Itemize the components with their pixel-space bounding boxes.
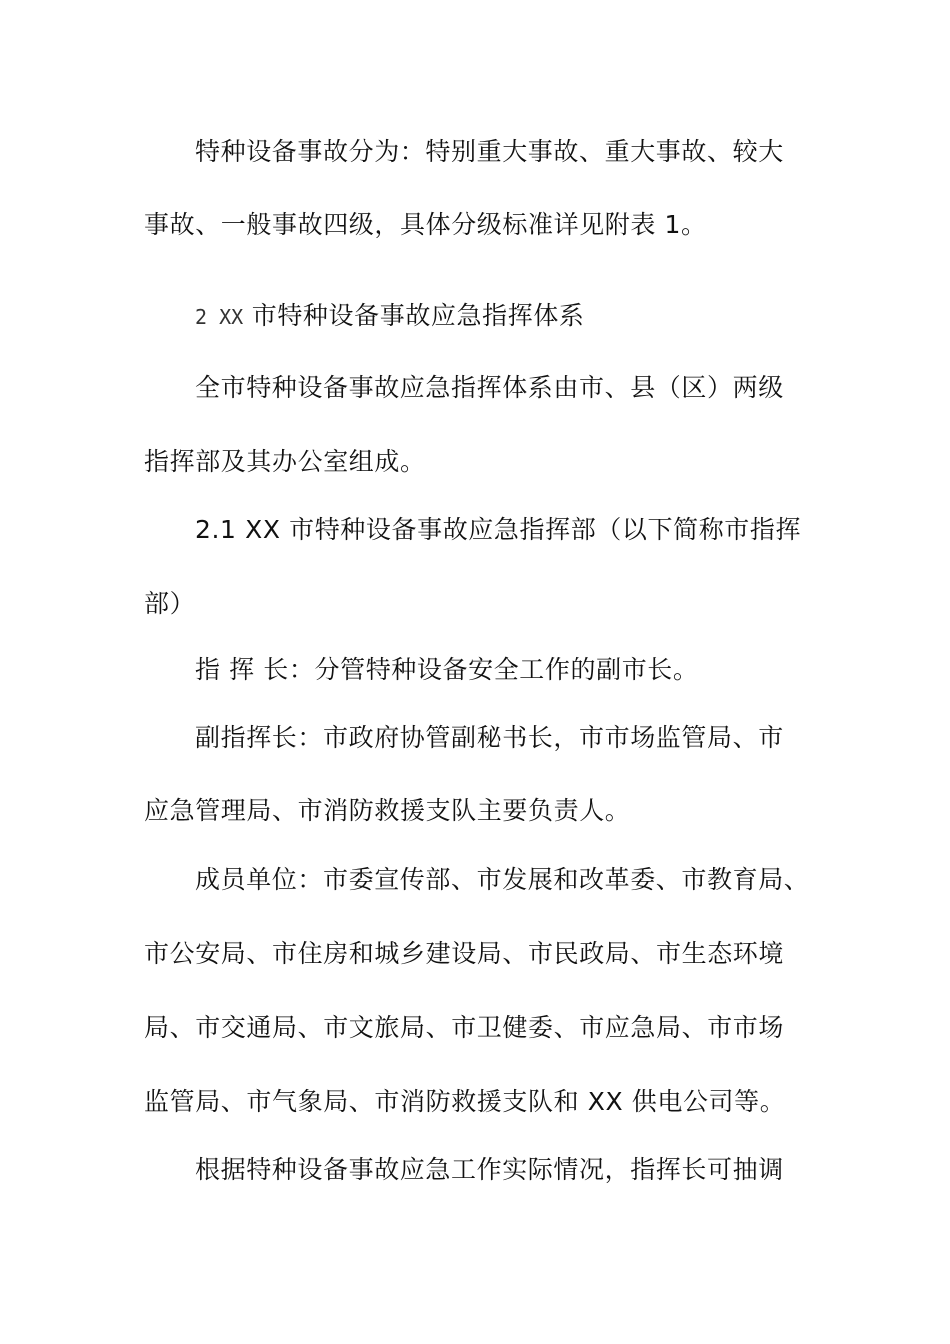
member-units-line-3: 局、市交通局、市文旅局、市卫健委、市应急局、市市场 <box>144 1013 785 1042</box>
paragraph-1-line-2: 事故、一般事故四级，具体分级标准详见附表 1。 <box>144 210 707 239</box>
paragraph-1-line-1: 特种设备事故分为：特别重大事故、重大事故、较大 <box>195 137 784 166</box>
member-units-line-1: 成员单位：市委宣传部、市发展和改革委、市教育局、 <box>195 865 810 894</box>
section-2-1-heading-line-2: 部） <box>144 589 196 618</box>
deputy-commander-line-1: 副指挥长：市政府协管副秘书长，市市场监管局、市 <box>195 723 784 752</box>
section-2-heading <box>195 299 585 334</box>
section-2-title: 市特种设备事故应急指挥体系 <box>251 301 585 330</box>
paragraph-2-line-1: 全市特种设备事故应急指挥体系由市、县（区）两级 <box>195 373 784 402</box>
deputy-commander-line-2: 应急管理局、市消防救援支队主要负责人。 <box>144 796 631 825</box>
paragraph-2-line-2: 指挥部及其办公室组成。 <box>144 447 426 476</box>
member-units-line-4: 监管局、市气象局、市消防救援支队和 XX 供电公司等。 <box>144 1087 786 1116</box>
commander-line: 指 挥 长：分管特种设备安全工作的副市长。 <box>195 655 699 684</box>
last-paragraph-line-1: 根据特种设备事故应急工作实际情况，指挥长可抽调 <box>195 1155 784 1184</box>
section-2-1-heading-line-1: 2.1 XX 市特种设备事故应急指挥部（以下简称市指挥 <box>195 515 802 544</box>
member-units-line-2: 市公安局、市住房和城乡建设局、市民政局、市生态环境 <box>144 939 785 968</box>
section-2-number: 2 XX <box>195 305 244 329</box>
